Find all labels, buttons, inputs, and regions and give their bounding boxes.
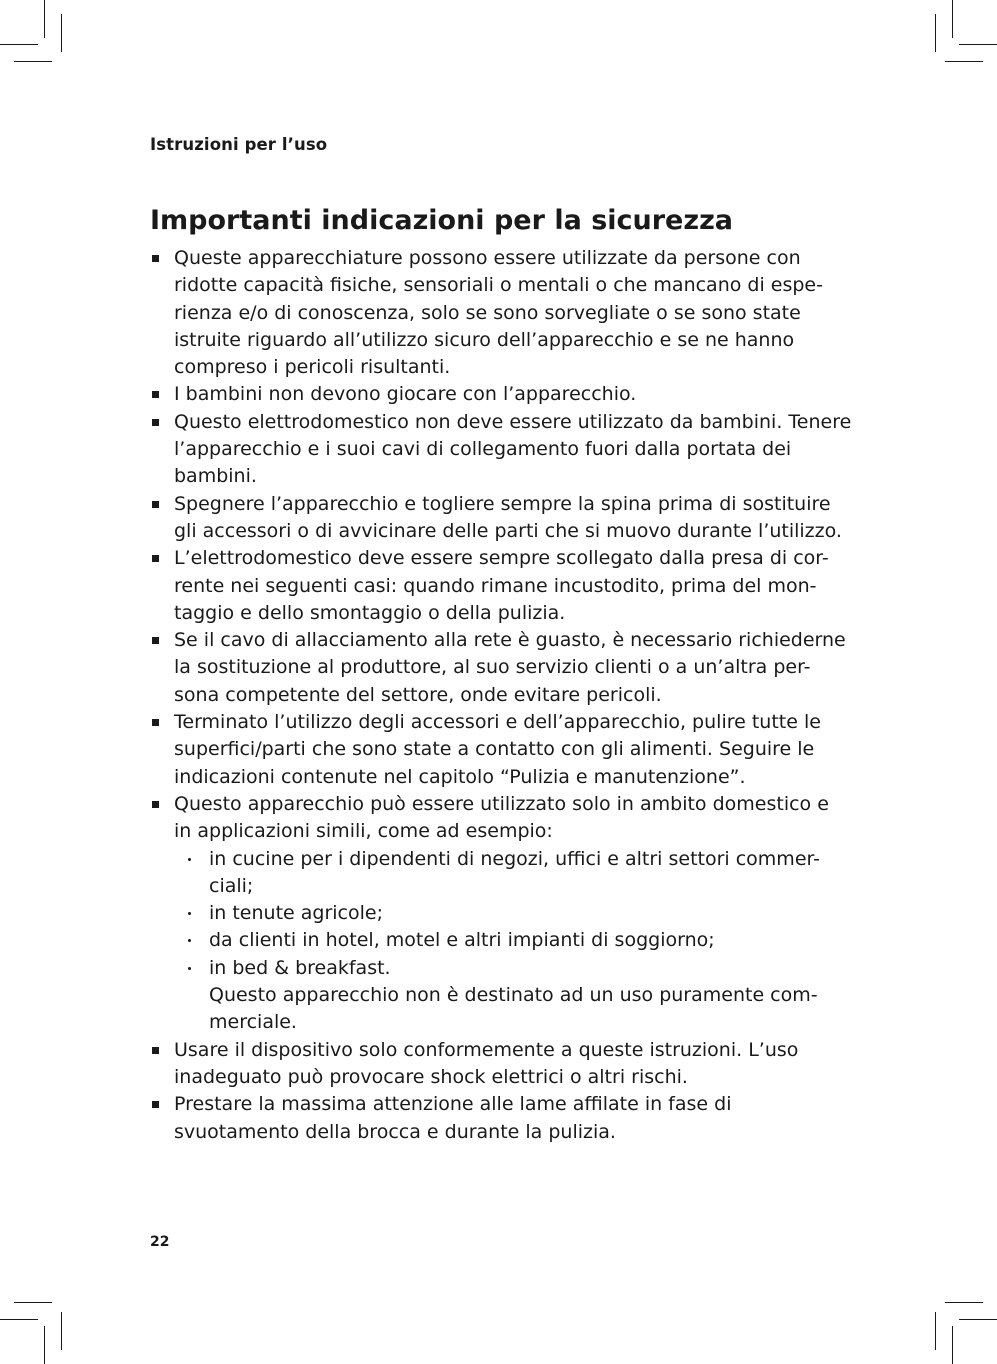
square-bullet-icon (152, 391, 159, 398)
dot-bullet-icon (188, 967, 191, 970)
item-text-line: istruite riguardo all’utilizzo sicuro dell’apparecchio e se ne hanno (174, 328, 795, 351)
dot-bullet-icon (188, 858, 191, 861)
item-text-line: Questo elettrodomestico non deve essere utilizzato da bambini. Tenere (174, 410, 852, 433)
item-text-line: in applicazioni simili, come ad esempio: (174, 820, 553, 843)
sub-item-text-line: merciale. (209, 1011, 297, 1034)
safety-item (150, 409, 890, 491)
item-text-line: L’elettrodomestico deve essere sempre scollegato dalla presa di cor- (174, 547, 829, 570)
sub-list-item (174, 846, 890, 901)
crop-mark (952, 0, 953, 38)
dot-bullet-icon (188, 939, 191, 942)
dot-bullet-icon (188, 912, 191, 915)
sub-list (174, 846, 890, 1037)
crop-mark (44, 1326, 45, 1364)
item-text-line: gli accessori o di avvicinare delle parti che si muovo durante l’utilizzo. (174, 519, 842, 542)
safety-item (150, 791, 890, 1037)
page-number: 22 (150, 1234, 170, 1250)
item-text-line: l’apparecchio e i suoi cavi di collegamento fuori dalla portata dei (174, 438, 792, 461)
crop-mark (935, 1312, 936, 1350)
item-text-line: Queste apparecchiature possono essere utilizzate da persone con (174, 247, 801, 269)
section-header: Istruzioni per l’uso (150, 135, 328, 154)
sub-list-item (174, 900, 890, 927)
sub-item-text-line: da clienti in hotel, motel e altri impianti di soggiorno; (209, 929, 715, 952)
square-bullet-icon (152, 1047, 159, 1054)
crop-mark (959, 44, 997, 45)
crop-mark (44, 0, 45, 38)
crop-mark (945, 1302, 983, 1303)
item-text-line: I bambini non devono giocare con l’apparecchio. (174, 383, 637, 406)
item-text-line: la sostituzione al produttore, al suo servizio clienti o a un’altra per- (174, 656, 811, 679)
sub-item-text-line: in bed & breakfast. (209, 956, 391, 979)
item-text-line: sona competente del settore, onde evitare pericoli. (174, 683, 662, 706)
square-bullet-icon (152, 1101, 159, 1108)
item-text-line: Se il cavo di allacciamento alla rete è guasto, è necessario richiederne (174, 629, 846, 652)
item-text-line: bambini. (174, 465, 257, 488)
crop-mark (959, 1319, 997, 1320)
safety-item (150, 1091, 890, 1146)
safety-item (150, 491, 890, 546)
item-text-line: svuotamento della brocca e durante la pulizia. (174, 1120, 616, 1143)
square-bullet-icon (152, 255, 159, 262)
item-text-line: compreso i pericoli risultanti. (174, 356, 451, 379)
safety-item (150, 545, 890, 627)
safety-item (150, 627, 890, 709)
sub-item-text-line: ciali; (209, 874, 254, 897)
sub-item-text-line: in cucine per i dipendenti di negozi, uffici e altri settori commer- (209, 847, 820, 870)
crop-mark (14, 61, 52, 62)
safety-item (150, 709, 890, 791)
page-title: Importanti indicazioni per la sicurezza (150, 205, 734, 236)
item-text-line: superfici/parti che sono state a contatto con gli alimenti. Seguire le (174, 738, 815, 761)
square-bullet-icon (152, 801, 159, 808)
crop-mark (0, 1319, 38, 1320)
item-text-line: Questo apparecchio può essere utilizzato solo in ambito domestico e (174, 792, 829, 815)
crop-mark (945, 61, 983, 62)
safety-content (150, 245, 890, 1146)
crop-mark (14, 1302, 52, 1303)
item-text-line: rente nei seguenti casi: quando rimane incustodito, prima del mon- (174, 574, 817, 597)
square-bullet-icon (152, 501, 159, 508)
item-text-line: Usare il dispositivo solo conformemente a queste istruzioni. L’uso (174, 1038, 799, 1061)
safety-list (150, 245, 890, 1146)
sub-list-item (174, 927, 890, 954)
safety-item (150, 1037, 890, 1092)
sub-item-text-line: in tenute agricole; (209, 902, 383, 925)
safety-item (150, 381, 890, 408)
item-text-line: indicazioni contenute nel capitolo “Pulizia e manutenzione”. (174, 765, 746, 788)
sub-list-item (174, 955, 890, 1037)
item-text-line: ridotte capacità fisiche, sensoriali o mentali o che mancano di espe- (174, 274, 823, 297)
crop-mark (61, 14, 62, 52)
safety-item (150, 245, 890, 381)
item-text-line: inadeguato può provocare shock elettrici o altri rischi. (174, 1065, 688, 1088)
square-bullet-icon (152, 555, 159, 562)
square-bullet-icon (152, 637, 159, 644)
item-text-line: Prestare la massima attenzione alle lame affilate in fase di (174, 1093, 732, 1116)
item-text-line: rienza e/o di conoscenza, solo se sono sorvegliate o se sono state (174, 301, 801, 324)
square-bullet-icon (152, 419, 159, 426)
crop-mark (952, 1326, 953, 1364)
item-text-line: Spegnere l’apparecchio e togliere sempre la spina prima di sostituire (174, 492, 831, 515)
item-text-line: Terminato l’utilizzo degli accessori e dell’apparecchio, pulire tutte le (174, 711, 821, 734)
crop-mark (0, 44, 38, 45)
crop-mark (61, 1312, 62, 1350)
crop-mark (935, 14, 936, 52)
sub-item-text-line: Questo apparecchio non è destinato ad un uso puramente com- (209, 984, 818, 1007)
item-text-line: taggio e dello smontaggio o della pulizia. (174, 601, 566, 624)
square-bullet-icon (152, 719, 159, 726)
